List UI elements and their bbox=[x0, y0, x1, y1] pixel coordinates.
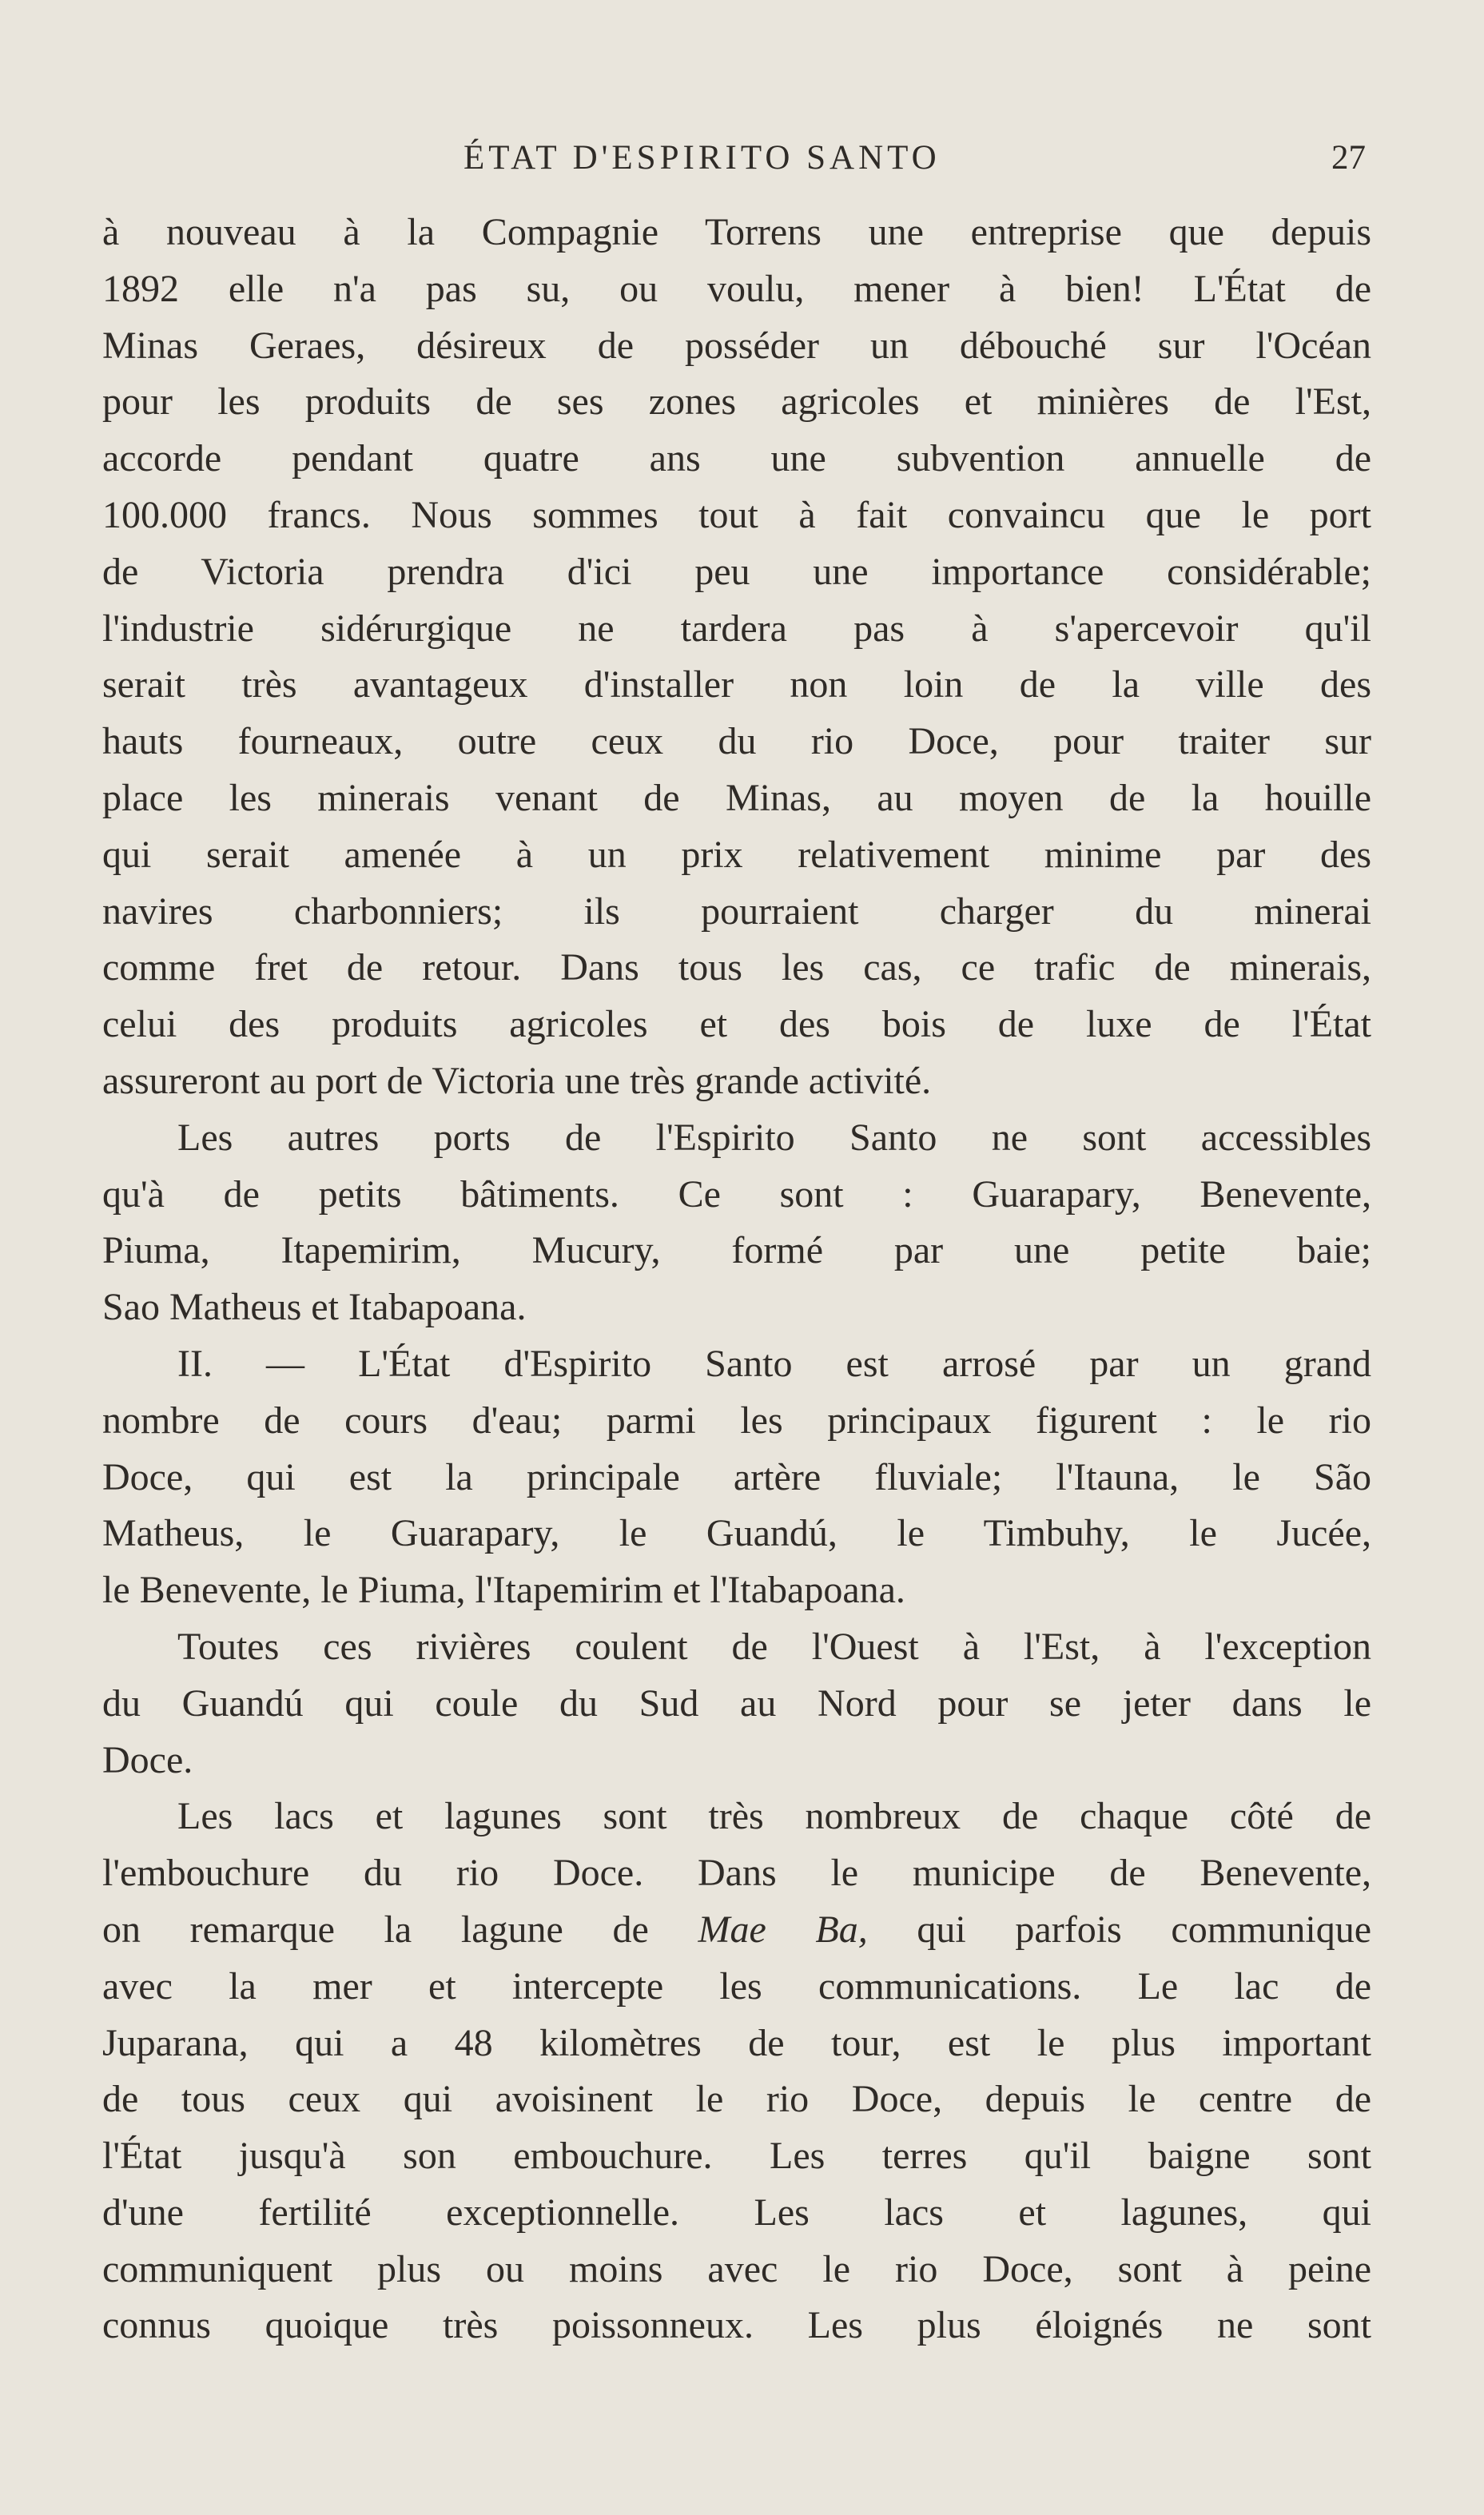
text-line: comme fret de retour. Dans tous les cas, ce trafic de minerais, bbox=[102, 946, 1371, 989]
text-line: pour les produits de ses zones agricoles et minières de l'Est, bbox=[102, 380, 1371, 424]
text-line: Toutes ces rivières coulent de l'Ouest à l'Est, à l'exception bbox=[177, 1625, 1371, 1668]
text-line: le Benevente, le Piuma, l'Itapemirim et l'Itabapoana. bbox=[102, 1569, 905, 1612]
text-line: assureront au port de Victoria une très grande activité. bbox=[102, 1059, 932, 1102]
text-line: l'embouchure du rio Doce. Dans le municipe de Benevente, bbox=[102, 1852, 1371, 1895]
text-segment: qui parfois communique bbox=[917, 1908, 1372, 1951]
italic-place-name: Mae Ba, bbox=[698, 1908, 868, 1951]
text-line: Doce, qui est la principale artère fluviale; l'Itauna, le São bbox=[102, 1455, 1371, 1498]
text-line: hauts fourneaux, outre ceux du rio Doce, pour traiter sur bbox=[102, 720, 1371, 763]
text-line: communiquent plus ou moins avec le rio Doce, sont à peine bbox=[102, 2247, 1371, 2290]
text-line: à nouveau à la Compagnie Torrens une entreprise que depuis bbox=[102, 211, 1371, 253]
text-line: Juparana, qui a 48 kilomètres de tour, est le plus important bbox=[102, 2021, 1371, 2064]
page-number: 27 bbox=[1331, 139, 1366, 177]
text-line: Les autres ports de l'Espirito Santo ne sont accessibles bbox=[177, 1116, 1371, 1159]
text-line: Doce. bbox=[102, 1738, 193, 1781]
text-line: 100.000 francs. Nous sommes tout à fait convaincu que le port bbox=[102, 493, 1371, 536]
text-line: l'industrie sidérurgique ne tardera pas à s'apercevoir qu'il bbox=[102, 607, 1371, 650]
text-line: navires charbonniers; ils pourraient charger du minerai bbox=[102, 889, 1371, 933]
text-line: accorde pendant quatre ans une subvention annuelle de bbox=[102, 437, 1371, 480]
running-title: ÉTAT D'ESPIRITO SANTO bbox=[464, 139, 941, 177]
text-line: qu'à de petits bâtiments. Ce sont : Guarapary, Benevente, bbox=[102, 1172, 1371, 1216]
text-line: Piuma, Itapemirim, Mucury, formé par une petite baie; bbox=[102, 1229, 1371, 1272]
text-line: d'une fertilité exceptionnelle. Les lacs et lagunes, qui bbox=[102, 2191, 1371, 2234]
text-line: Minas Geraes, désireux de posséder un débouché sur l'Océan bbox=[102, 324, 1371, 367]
text-line: nombre de cours d'eau; parmi les principaux figurent : le rio bbox=[102, 1399, 1371, 1442]
text-line: Matheus, le Guarapary, le Guandú, le Timbuhy, le Jucée, bbox=[102, 1512, 1371, 1555]
text-line: serait très avantageux d'installer non loin de la ville des bbox=[102, 663, 1371, 706]
text-line: avec la mer et intercepte les communications. Le lac de bbox=[102, 1964, 1371, 2008]
running-header bbox=[0, 134, 1484, 182]
text-line: Sao Matheus et Itabapoana. bbox=[102, 1286, 527, 1329]
text-line: celui des produits agricoles et des bois de luxe de l'État bbox=[102, 1003, 1371, 1046]
text-line: l'État jusqu'à son embouchure. Les terres qu'il baigne sont bbox=[102, 2135, 1371, 2178]
text-line: de tous ceux qui avoisinent le rio Doce, depuis le centre de bbox=[102, 2078, 1371, 2121]
text-line: qui serait amenée à un prix relativement minime par des bbox=[102, 833, 1371, 876]
text-line: II. — L'État d'Espirito Santo est arrosé par un grand bbox=[177, 1342, 1371, 1385]
text-line: connus quoique très poissonneux. Les plus éloignés ne sont bbox=[102, 2304, 1371, 2347]
body-text bbox=[102, 205, 1371, 2354]
text-line: 1892 elle n'a pas su, ou voulu, mener à bien! L'État de bbox=[102, 267, 1371, 310]
text-segment: on remarque la lagune de bbox=[102, 1908, 649, 1951]
text-line: du Guandú qui coule du Sud au Nord pour se jeter dans le bbox=[102, 1681, 1371, 1725]
text-line-with-italic bbox=[102, 1902, 1371, 1959]
text-line: Les lacs et lagunes sont très nombreux de chaque côté de bbox=[177, 1795, 1371, 1838]
text-line: de Victoria prendra d'ici peu une importance considérable; bbox=[102, 550, 1371, 593]
text-line: place les minerais venant de Minas, au moyen de la houille bbox=[102, 776, 1371, 819]
